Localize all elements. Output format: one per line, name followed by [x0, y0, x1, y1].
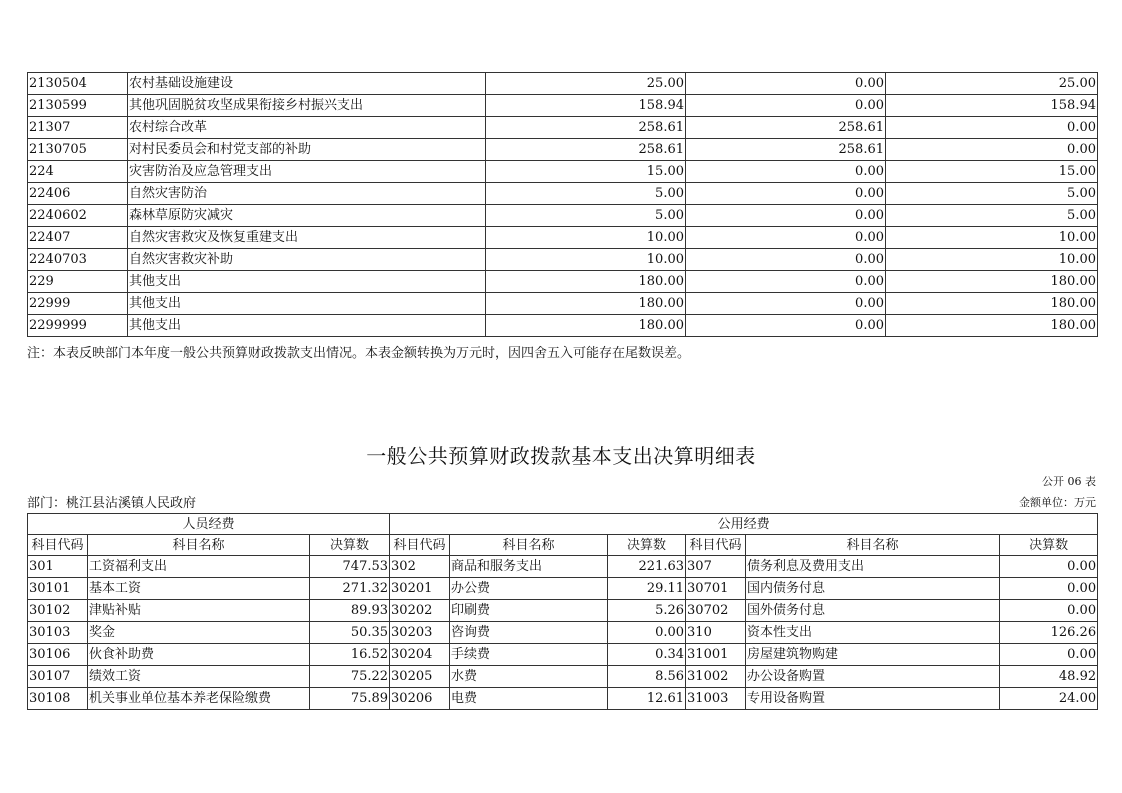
cell-n1: 奖金 [88, 622, 310, 644]
table-row [28, 688, 1098, 710]
header-amount: 决算数 [608, 535, 686, 556]
cell-c3: 31001 [686, 644, 746, 666]
header-code: 科目代码 [686, 535, 746, 556]
cell-total: 5.00 [486, 205, 686, 227]
cell-code: 2240602 [28, 205, 128, 227]
cell-project: 158.94 [886, 95, 1098, 117]
cell-total: 25.00 [486, 73, 686, 95]
cell-name: 自然灾害防治 [128, 183, 486, 205]
cell-code: 2299999 [28, 315, 128, 337]
cell-name: 其他巩固脱贫攻坚成果衔接乡村振兴支出 [128, 95, 486, 117]
form-number: 公开 06 表 [1042, 475, 1096, 488]
cell-code: 2130705 [28, 139, 128, 161]
table-row [28, 315, 1098, 337]
cell-n1: 伙食补助费 [88, 644, 310, 666]
amount-unit: 金额单位：万元 [1019, 496, 1096, 509]
header-code: 科目代码 [390, 535, 450, 556]
table-row [28, 271, 1098, 293]
cell-c2: 30204 [390, 644, 450, 666]
expenditure-table [27, 72, 1098, 337]
cell-c2: 30205 [390, 666, 450, 688]
cell-basic: 258.61 [686, 139, 886, 161]
group-header-personnel: 人员经费 [28, 514, 390, 535]
cell-name: 农村综合改革 [128, 117, 486, 139]
cell-n1: 绩效工资 [88, 666, 310, 688]
cell-a1: 50.35 [310, 622, 390, 644]
cell-code: 2130599 [28, 95, 128, 117]
cell-c1: 30106 [28, 644, 88, 666]
cell-name: 森林草原防灾减灾 [128, 205, 486, 227]
cell-c3: 31002 [686, 666, 746, 688]
cell-n3: 债务利息及费用支出 [746, 556, 1000, 578]
cell-basic: 0.00 [686, 271, 886, 293]
cell-c2: 30202 [390, 600, 450, 622]
cell-n2: 印刷费 [450, 600, 608, 622]
cell-n3: 国内债务付息 [746, 578, 1000, 600]
cell-a3: 0.00 [1000, 644, 1098, 666]
cell-n1: 基本工资 [88, 578, 310, 600]
table-row [28, 227, 1098, 249]
cell-c1: 30102 [28, 600, 88, 622]
table-row [28, 600, 1098, 622]
cell-a3: 0.00 [1000, 578, 1098, 600]
cell-a2: 12.61 [608, 688, 686, 710]
page-title: 一般公共预算财政拨款基本支出决算明细表 [366, 444, 756, 468]
cell-name: 其他支出 [128, 293, 486, 315]
cell-project: 10.00 [886, 249, 1098, 271]
table-row [28, 556, 1098, 578]
cell-c1: 30108 [28, 688, 88, 710]
cell-total: 180.00 [486, 293, 686, 315]
cell-n3: 专用设备购置 [746, 688, 1000, 710]
cell-project: 0.00 [886, 117, 1098, 139]
cell-c3: 307 [686, 556, 746, 578]
cell-c3: 30701 [686, 578, 746, 600]
cell-basic: 258.61 [686, 117, 886, 139]
cell-a2: 29.11 [608, 578, 686, 600]
cell-c1: 301 [28, 556, 88, 578]
basic-expenditure-detail-table [27, 513, 1098, 710]
cell-name: 自然灾害救灾及恢复重建支出 [128, 227, 486, 249]
cell-total: 258.61 [486, 139, 686, 161]
cell-code: 224 [28, 161, 128, 183]
cell-code: 21307 [28, 117, 128, 139]
cell-c1: 30101 [28, 578, 88, 600]
cell-a2: 5.26 [608, 600, 686, 622]
header-amount: 决算数 [310, 535, 390, 556]
cell-a3: 126.26 [1000, 622, 1098, 644]
department-label: 部门：桃江县沾溪镇人民政府 [27, 496, 197, 511]
cell-total: 10.00 [486, 249, 686, 271]
cell-project: 5.00 [886, 205, 1098, 227]
table-row [28, 139, 1098, 161]
cell-c3: 31003 [686, 688, 746, 710]
cell-a2: 0.34 [608, 644, 686, 666]
cell-basic: 0.00 [686, 95, 886, 117]
cell-name: 自然灾害救灾补助 [128, 249, 486, 271]
table-row [28, 183, 1098, 205]
cell-code: 22407 [28, 227, 128, 249]
cell-basic: 0.00 [686, 249, 886, 271]
group-header-public: 公用经费 [390, 514, 1098, 535]
cell-basic: 0.00 [686, 227, 886, 249]
cell-n2: 咨询费 [450, 622, 608, 644]
cell-project: 180.00 [886, 315, 1098, 337]
cell-a2: 8.56 [608, 666, 686, 688]
cell-code: 22999 [28, 293, 128, 315]
cell-project: 5.00 [886, 183, 1098, 205]
header-name: 科目名称 [450, 535, 608, 556]
cell-total: 258.61 [486, 117, 686, 139]
cell-project: 180.00 [886, 271, 1098, 293]
cell-name: 农村基础设施建设 [128, 73, 486, 95]
cell-a1: 271.32 [310, 578, 390, 600]
cell-code: 229 [28, 271, 128, 293]
cell-name: 其他支出 [128, 315, 486, 337]
cell-n1: 津贴补贴 [88, 600, 310, 622]
table-row [28, 666, 1098, 688]
cell-n2: 电费 [450, 688, 608, 710]
cell-c3: 30702 [686, 600, 746, 622]
cell-c1: 30107 [28, 666, 88, 688]
cell-code: 22406 [28, 183, 128, 205]
cell-name: 灾害防治及应急管理支出 [128, 161, 486, 183]
cell-a3: 0.00 [1000, 556, 1098, 578]
cell-a1: 89.93 [310, 600, 390, 622]
cell-a3: 48.92 [1000, 666, 1098, 688]
cell-project: 180.00 [886, 293, 1098, 315]
cell-c3: 310 [686, 622, 746, 644]
cell-basic: 0.00 [686, 293, 886, 315]
cell-a2: 221.63 [608, 556, 686, 578]
cell-a2: 0.00 [608, 622, 686, 644]
table-note: 注：本表反映部门本年度一般公共预算财政拨款支出情况。本表金额转换为万元时，因四舍五入可能存在尾数误差。 [27, 346, 691, 361]
cell-n3: 房屋建筑物购建 [746, 644, 1000, 666]
cell-c2: 30203 [390, 622, 450, 644]
cell-name: 对村民委员会和村党支部的补助 [128, 139, 486, 161]
cell-total: 180.00 [486, 315, 686, 337]
cell-c2: 30201 [390, 578, 450, 600]
cell-n1: 机关事业单位基本养老保险缴费 [88, 688, 310, 710]
header-code: 科目代码 [28, 535, 88, 556]
cell-code: 2130504 [28, 73, 128, 95]
cell-n2: 手续费 [450, 644, 608, 666]
table-row [28, 117, 1098, 139]
cell-total: 5.00 [486, 183, 686, 205]
table-row [28, 161, 1098, 183]
cell-total: 180.00 [486, 271, 686, 293]
cell-n3: 资本性支出 [746, 622, 1000, 644]
cell-n2: 水费 [450, 666, 608, 688]
cell-project: 15.00 [886, 161, 1098, 183]
cell-a1: 747.53 [310, 556, 390, 578]
cell-basic: 0.00 [686, 183, 886, 205]
cell-basic: 0.00 [686, 73, 886, 95]
table-row [28, 73, 1098, 95]
cell-a1: 75.89 [310, 688, 390, 710]
cell-a3: 24.00 [1000, 688, 1098, 710]
table-row [28, 249, 1098, 271]
header-amount: 决算数 [1000, 535, 1098, 556]
header-name: 科目名称 [746, 535, 1000, 556]
cell-basic: 0.00 [686, 161, 886, 183]
cell-n3: 国外债务付息 [746, 600, 1000, 622]
cell-name: 其他支出 [128, 271, 486, 293]
table-row [28, 293, 1098, 315]
cell-a3: 0.00 [1000, 600, 1098, 622]
table-row [28, 578, 1098, 600]
cell-code: 2240703 [28, 249, 128, 271]
table-row [28, 95, 1098, 117]
cell-project: 25.00 [886, 73, 1098, 95]
table-row [28, 205, 1098, 227]
cell-a1: 16.52 [310, 644, 390, 666]
cell-basic: 0.00 [686, 205, 886, 227]
table-row [28, 644, 1098, 666]
header-name: 科目名称 [88, 535, 310, 556]
cell-c2: 30206 [390, 688, 450, 710]
cell-total: 10.00 [486, 227, 686, 249]
cell-c2: 302 [390, 556, 450, 578]
cell-total: 158.94 [486, 95, 686, 117]
cell-a1: 75.22 [310, 666, 390, 688]
cell-project: 0.00 [886, 139, 1098, 161]
cell-n1: 工资福利支出 [88, 556, 310, 578]
cell-n2: 商品和服务支出 [450, 556, 608, 578]
cell-n2: 办公费 [450, 578, 608, 600]
cell-n3: 办公设备购置 [746, 666, 1000, 688]
cell-basic: 0.00 [686, 315, 886, 337]
table-row [28, 622, 1098, 644]
cell-project: 10.00 [886, 227, 1098, 249]
cell-c1: 30103 [28, 622, 88, 644]
cell-total: 15.00 [486, 161, 686, 183]
